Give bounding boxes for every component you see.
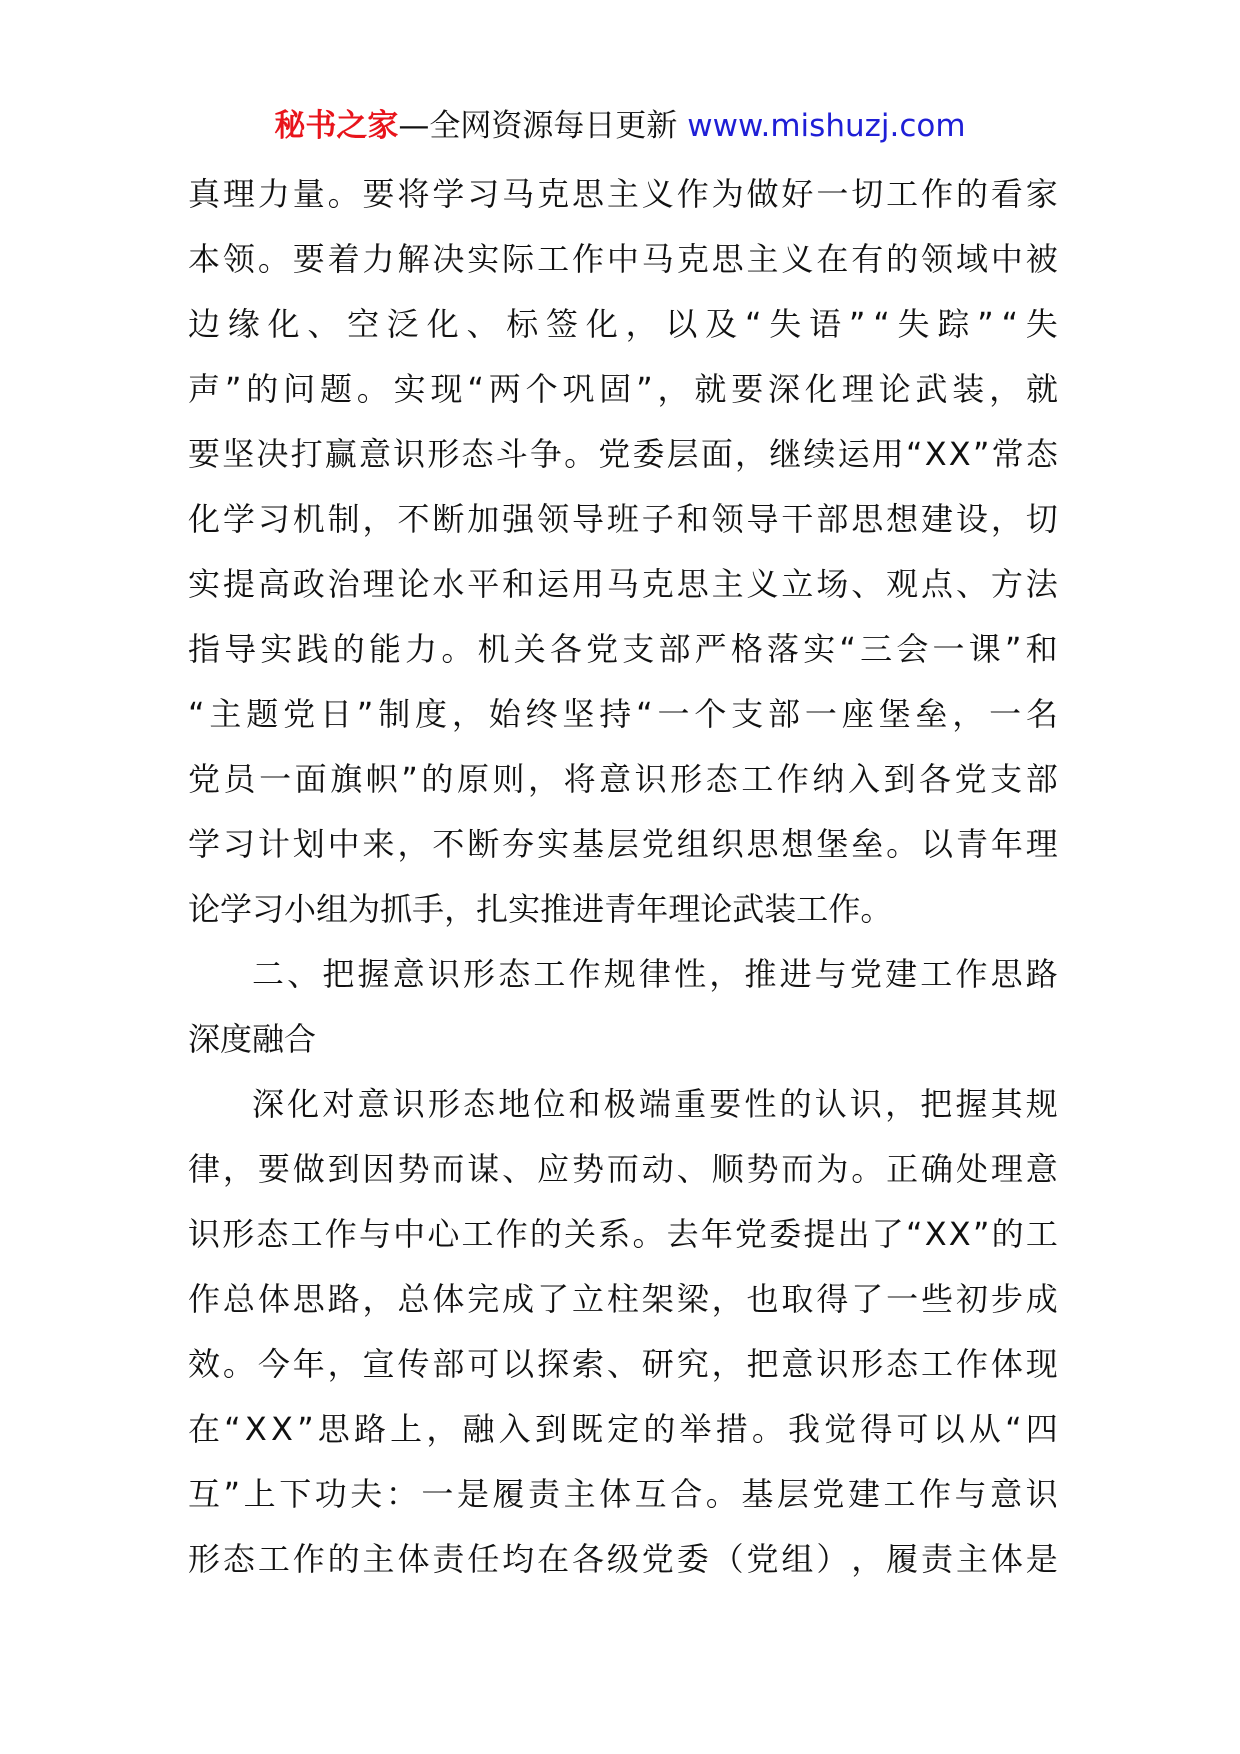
text-line: 论 学 习 小 组 为 抓 手 ， 扎 实 推 进 青 年 理 论 武 装 工 作 。 bbox=[188, 890, 893, 928]
document-body bbox=[188, 162, 1058, 1592]
text-line: 二 、 把 握 意 识 形 态 工 作 规 律 性 ， 推 进 与 党 建 工 作 思 路 bbox=[252, 955, 1058, 993]
text-line: 化 学 习 机 制 ， 不 断 加 强 领 导 班 子 和 领 导 干 部 思 想 建 设 ， 切 bbox=[188, 500, 1058, 538]
header-site-link[interactable]: www.mishuzj.com bbox=[687, 108, 966, 144]
text-line: 要 坚 决 打 赢 意 识 形 态 斗 争 。 党 委 层 面 ， 继 续 运 用 “ X X ” 常 态 bbox=[188, 435, 1058, 473]
text-line: 深 化 对 意 识 形 态 地 位 和 极 端 重 要 性 的 认 识 ， 把 握 其 规 bbox=[252, 1085, 1058, 1123]
text-line: 实 提 高 政 治 理 论 水 平 和 运 用 马 克 思 主 义 立 场 、 观 点 、 方 法 bbox=[188, 565, 1058, 603]
text-line: 律 ， 要 做 到 因 势 而 谋 、 应 势 而 动 、 顺 势 而 为 。 正 确 处 理 意 bbox=[188, 1150, 1058, 1188]
text-line: 学 习 计 划 中 来 ， 不 断 夯 实 基 层 党 组 织 思 想 堡 垒 。 以 青 年 理 bbox=[188, 825, 1058, 863]
text-line: 边 缘 化 、 空 泛 化 、 标 签 化 ， 以 及 “ 失 语 ” “ 失 踪 ” “ 失 bbox=[188, 305, 1058, 343]
text-line: 互 ” 上 下 功 夫 ： 一 是 履 责 主 体 互 合 。 基 层 党 建 工 作 与 意 识 bbox=[188, 1475, 1058, 1513]
text-line: 本 领 。 要 着 力 解 决 实 际 工 作 中 马 克 思 主 义 在 有 的 领 域 中 被 bbox=[188, 240, 1058, 278]
text-line: “ 主 题 党 日 ” 制 度 ， 始 终 坚 持 “ 一 个 支 部 一 座 堡 垒 ， 一 名 bbox=[188, 695, 1058, 733]
text-line: 作 总 体 思 路 ， 总 体 完 成 了 立 柱 架 梁 ， 也 取 得 了 一 些 初 步 成 bbox=[188, 1280, 1058, 1318]
text-line: 在 “ X X ” 思 路 上 ， 融 入 到 既 定 的 举 措 。 我 觉 得 可 以 从 “ 四 bbox=[188, 1410, 1058, 1448]
text-line: 党 员 一 面 旗 帜 ” 的 原 则 ， 将 意 识 形 态 工 作 纳 入 到 各 党 支 部 bbox=[188, 760, 1058, 798]
header-tagline: —全网资源每日更新 bbox=[398, 108, 678, 144]
text-line: 效 。 今 年 ， 宣 传 部 可 以 探 索 、 研 究 ， 把 意 识 形 态 工 作 体 现 bbox=[188, 1345, 1058, 1383]
header-brand: 秘书之家 bbox=[274, 108, 399, 144]
text-line: 深 度 融 合 bbox=[188, 1020, 317, 1058]
text-line: 形 态 工 作 的 主 体 责 任 均 在 各 级 党 委 （ 党 组 ） ， 履 责 主 体 是 bbox=[188, 1540, 1058, 1578]
text-line: 识 形 态 工 作 与 中 心 工 作 的 关 系 。 去 年 党 委 提 出 了 “ X X ” 的 工 bbox=[188, 1215, 1058, 1253]
text-line: 声 ” 的 问 题 。 实 现 “ 两 个 巩 固 ” ， 就 要 深 化 理 论 武 装 ， 就 bbox=[188, 370, 1058, 408]
text-line: 指 导 实 践 的 能 力 。 机 关 各 党 支 部 严 格 落 实 “ 三 会 一 课 ” 和 bbox=[188, 630, 1058, 668]
text-line: 真 理 力 量 。 要 将 学 习 马 克 思 主 义 作 为 做 好 一 切 工 作 的 看 家 bbox=[188, 175, 1058, 213]
page-header bbox=[0, 98, 1240, 154]
